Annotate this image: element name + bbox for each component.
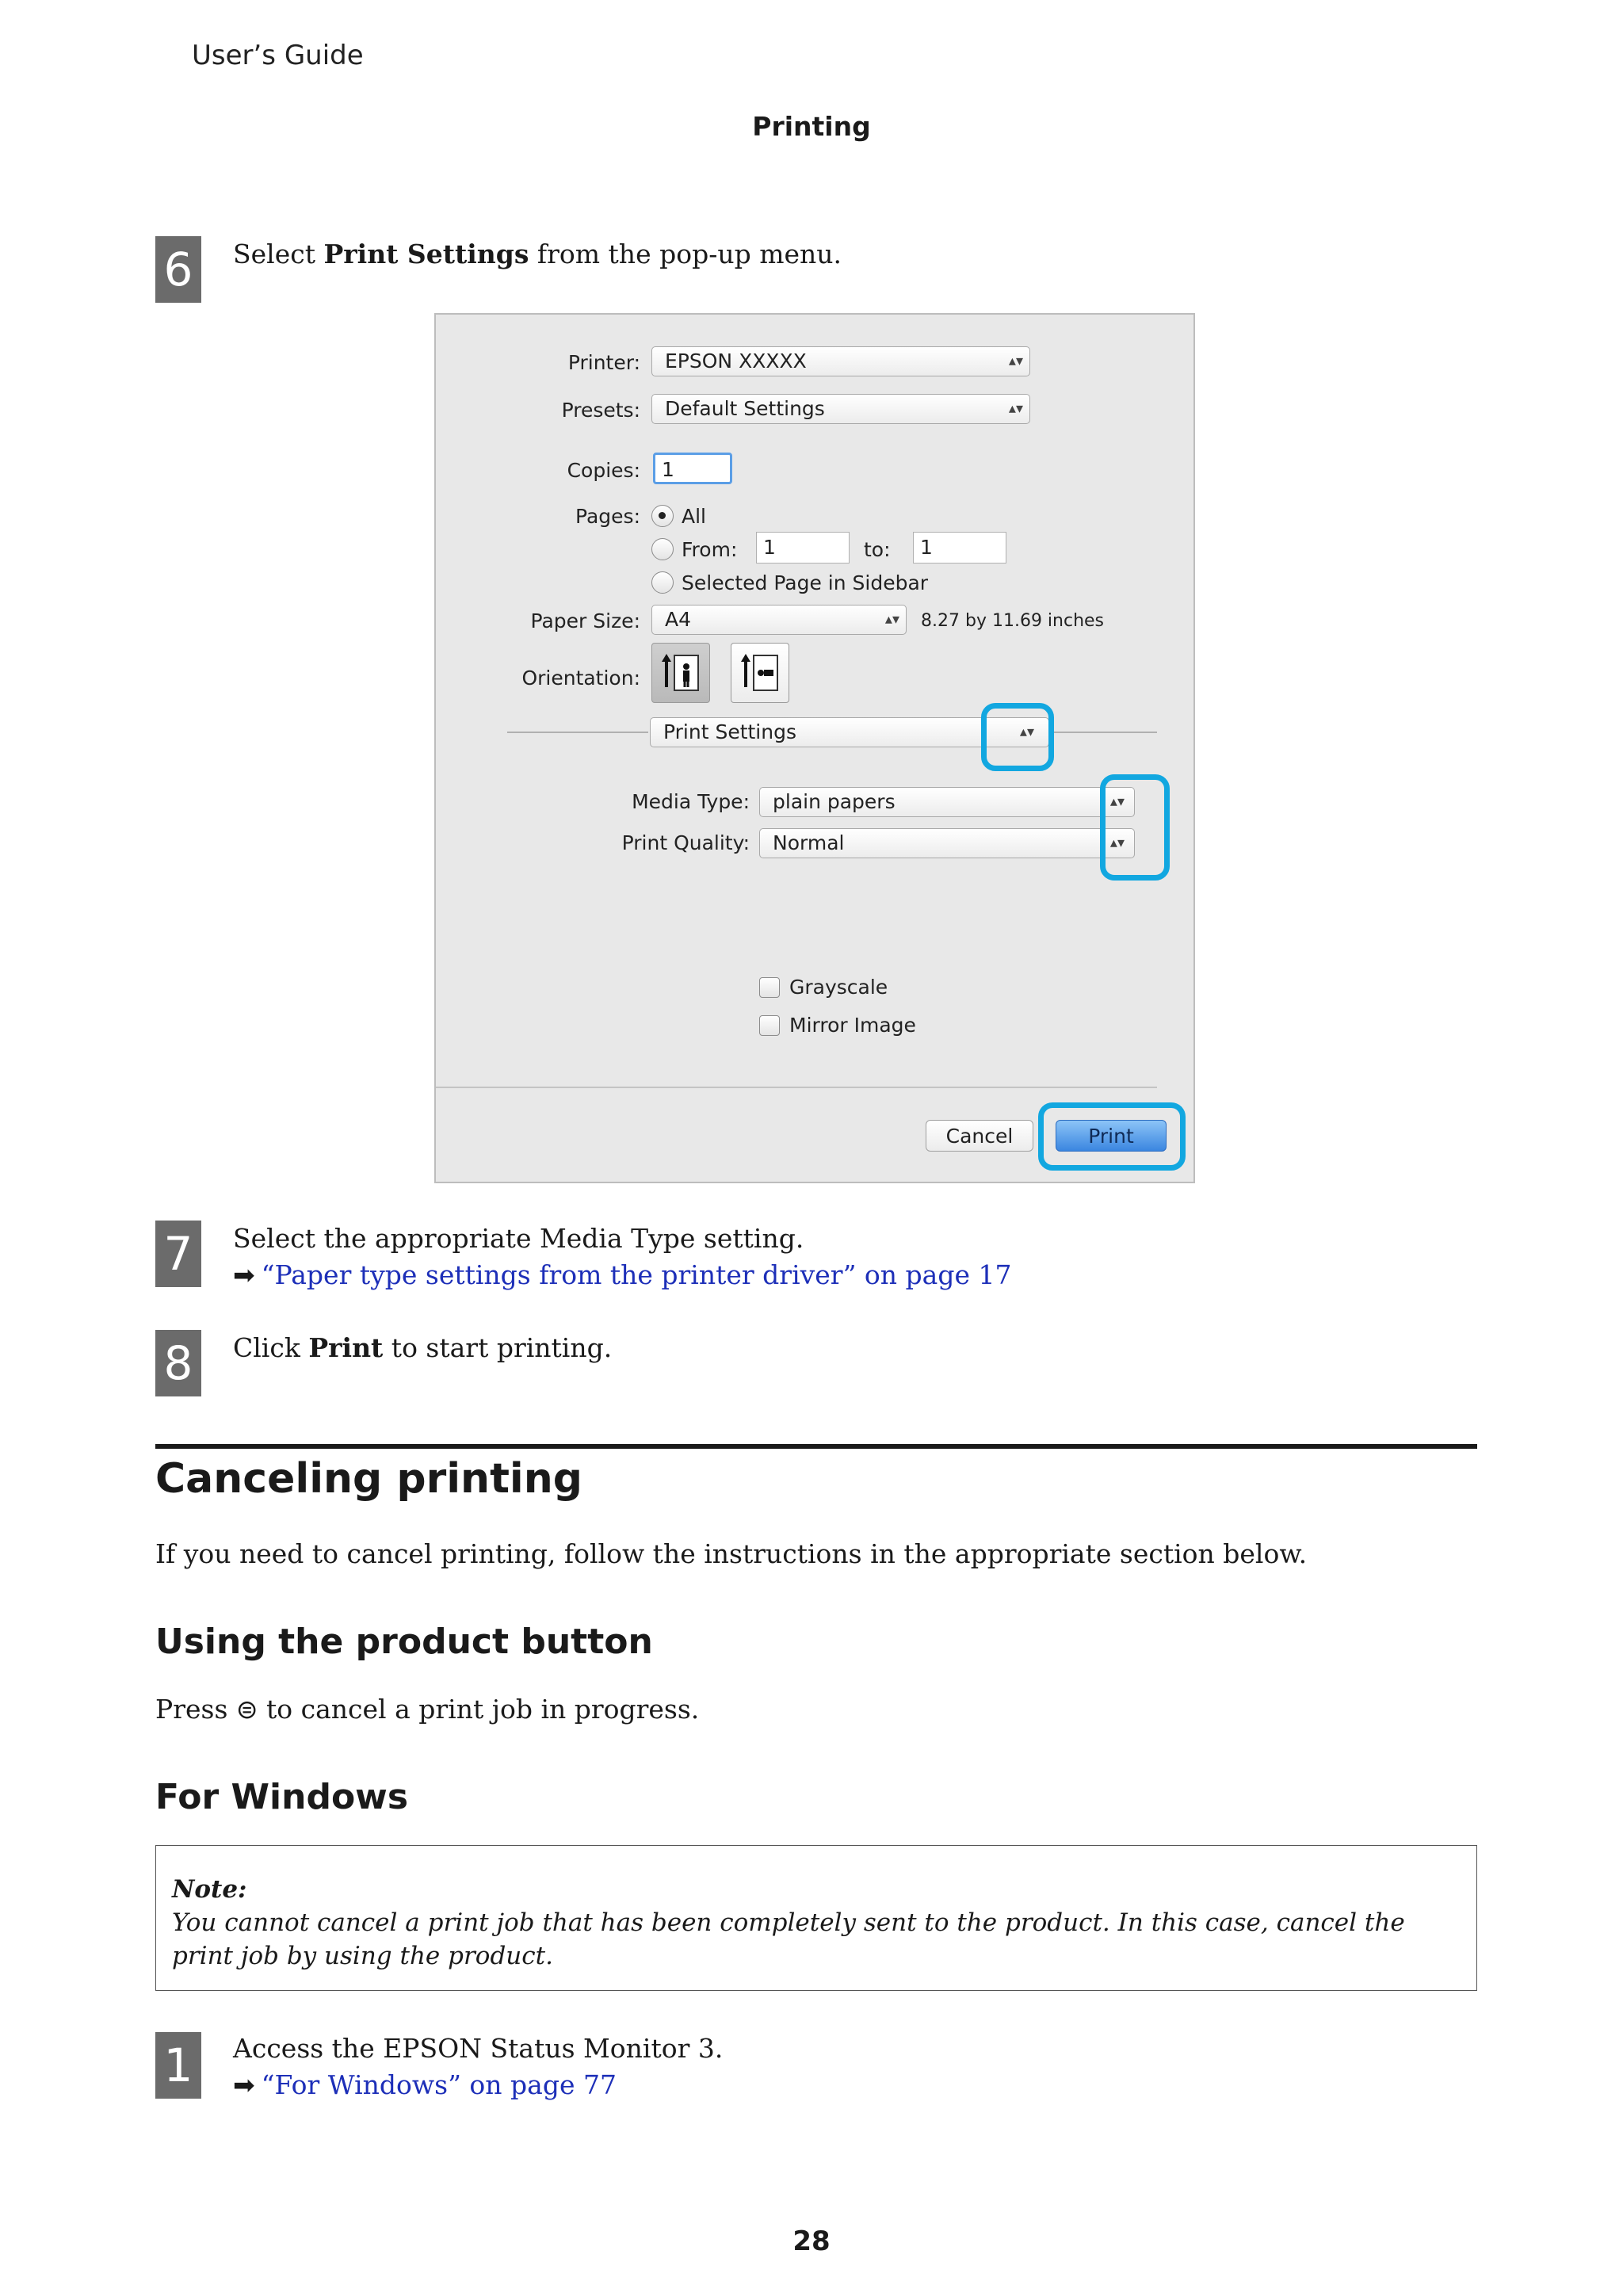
print-button-highlight xyxy=(1038,1102,1186,1171)
stepper-icon: ▴▾ xyxy=(1008,353,1023,369)
portrait-button[interactable] xyxy=(651,643,710,703)
product-button-text: Press ⊜ to cancel a print job in progress. xyxy=(155,1694,700,1725)
landscape-button[interactable] xyxy=(731,643,789,703)
note-box xyxy=(155,1845,1477,1991)
stepper-icon: ▴▾ xyxy=(884,611,899,628)
mirror-image-label: Mirror Image xyxy=(789,1014,916,1037)
arrow-right-icon: ➡ xyxy=(233,1259,255,1290)
canceling-intro: If you need to cancel printing, follow the instructions in the appropriate section below. xyxy=(155,1538,1308,1569)
step-6-text: Select Print Settings from the pop-up menu. xyxy=(233,239,842,269)
cancel-button-icon: ⊜ xyxy=(235,1694,258,1725)
stepper-icon: ▴▾ xyxy=(1109,835,1125,851)
pages-from-label: From: xyxy=(682,538,738,561)
print-settings-term: Print Settings xyxy=(323,239,529,269)
media-type-label: Media Type: xyxy=(632,790,750,813)
panel-popup[interactable]: Print Settings ▴▾ xyxy=(650,717,1049,747)
page-number: 28 xyxy=(792,2225,831,2257)
quality-stepper-highlight xyxy=(1100,774,1170,881)
presets-label: Presets: xyxy=(561,399,640,422)
copies-field[interactable]: 1 xyxy=(653,453,732,484)
cancel-button[interactable]: Cancel xyxy=(926,1120,1033,1152)
paper-size-label: Paper Size: xyxy=(530,609,640,632)
step-7-badge: 7 xyxy=(155,1221,201,1287)
pages-from-radio[interactable] xyxy=(651,538,674,560)
copies-label: Copies: xyxy=(567,459,640,482)
mirror-image-checkbox[interactable] xyxy=(759,1015,780,1036)
media-type-popup[interactable]: plain papers ▴▾ xyxy=(759,787,1135,817)
paper-type-settings-link[interactable]: “Paper type settings from the printer driver” on page 17 xyxy=(261,1259,1012,1290)
dialog-footer-divider xyxy=(436,1087,1157,1088)
step-1-link-line xyxy=(233,2067,617,2103)
print-dialog xyxy=(434,313,1195,1183)
pages-all-radio[interactable] xyxy=(651,505,674,527)
header-guide-title: User’s Guide xyxy=(192,40,364,71)
panel-stepper-icon[interactable]: ▴▾ xyxy=(1019,724,1034,740)
orientation-label: Orientation: xyxy=(521,667,640,690)
pages-selected-label: Selected Page in Sidebar xyxy=(682,571,929,594)
printer-label: Printer: xyxy=(567,351,640,374)
step-7-link-line xyxy=(233,1257,1011,1293)
step-7-text: Select the appropriate Media Type setting. xyxy=(233,1223,804,1254)
stepper-icon: ▴▾ xyxy=(1008,400,1023,417)
product-button-heading: Using the product button xyxy=(155,1622,653,1662)
note-text: You cannot cancel a print job that has been completely sent to the product. In this case, cancel the print job by using the product. xyxy=(172,1908,1405,1970)
arrow-right-icon: ➡ xyxy=(233,2069,255,2100)
for-windows-heading: For Windows xyxy=(155,1777,409,1817)
pages-label: Pages: xyxy=(575,505,640,528)
grayscale-label: Grayscale xyxy=(789,976,888,999)
note-label: Note: xyxy=(172,1875,247,1904)
grayscale-checkbox[interactable] xyxy=(759,977,780,998)
header-section-title: Printing xyxy=(752,111,871,142)
landscape-orientation-icon xyxy=(738,651,782,695)
step-8-badge: 8 xyxy=(155,1330,201,1396)
pages-selected-radio[interactable] xyxy=(651,571,674,594)
panel-stepper-highlight xyxy=(981,703,1054,771)
presets-popup[interactable]: Default Settings ▴▾ xyxy=(651,394,1030,424)
pages-from-field[interactable]: 1 xyxy=(756,532,850,563)
paper-size-popup[interactable]: A4 ▴▾ xyxy=(651,605,907,635)
portrait-orientation-icon xyxy=(659,651,703,695)
for-windows-link[interactable]: “For Windows” on page 77 xyxy=(261,2069,617,2100)
printer-popup[interactable]: EPSON XXXXX ▴▾ xyxy=(651,346,1030,376)
canceling-printing-heading: Canceling printing xyxy=(155,1455,582,1503)
step-1-badge: 1 xyxy=(155,2032,201,2099)
step-6-badge: 6 xyxy=(155,236,201,303)
pages-to-field[interactable]: 1 xyxy=(913,532,1006,563)
step-1-text: Access the EPSON Status Monitor 3. xyxy=(233,2033,724,2064)
pages-to-label: to: xyxy=(864,538,891,561)
print-quality-popup[interactable]: Normal ▴▾ xyxy=(759,828,1135,858)
pages-all-label: All xyxy=(682,505,706,528)
print-button[interactable]: Print xyxy=(1056,1120,1167,1152)
separator-right xyxy=(1052,732,1157,733)
stepper-icon: ▴▾ xyxy=(1109,793,1125,810)
paper-size-dims: 8.27 by 11.69 inches xyxy=(921,611,1105,631)
section-rule xyxy=(155,1444,1477,1449)
print-quality-label: Print Quality: xyxy=(621,831,750,854)
step-8-text: Click Print to start printing. xyxy=(233,1332,613,1363)
separator-left xyxy=(507,732,648,733)
print-term: Print xyxy=(308,1332,384,1363)
